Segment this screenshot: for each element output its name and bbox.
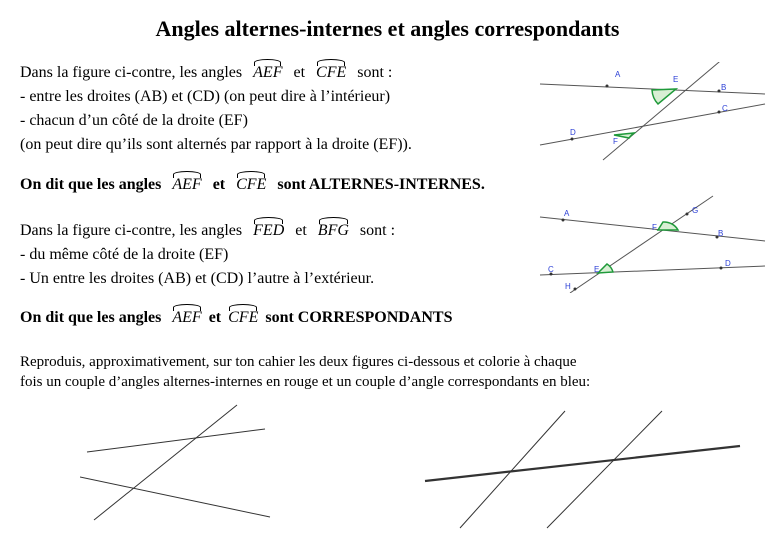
label-f: F [652, 223, 657, 232]
angle-cfe: CFE [236, 175, 266, 195]
label-d: D [725, 259, 731, 268]
exercise-line1: Reproduis, approximativement, sur ton cahier les deux figures ci-dessous et colorie à chaque [20, 354, 577, 370]
angle-aef: AEF [253, 63, 282, 83]
exercise-figure-right [420, 408, 745, 530]
label-h: H [565, 282, 571, 291]
label-e: E [594, 265, 600, 274]
figure-corresponding-angles [535, 193, 770, 293]
intro-prefix: Dans la figure ci-contre, les angles [20, 64, 243, 81]
label-b: B [721, 83, 727, 92]
label-e: E [673, 75, 679, 84]
label-d: D [570, 128, 576, 137]
label-a: A [615, 70, 621, 79]
label-c: C [548, 265, 554, 274]
angle-bfg: BFG [318, 221, 349, 241]
section1-intro [20, 63, 392, 83]
label-c: C [722, 104, 728, 113]
section2-intro: Dans la figure ci-contre, les angles FED et BFG sont : [20, 221, 395, 241]
angle-cfe: CFE [228, 308, 258, 328]
connector: et [293, 64, 306, 81]
angle-fed: FED [253, 221, 284, 241]
label-a: A [564, 209, 570, 218]
angle-aef: AEF [172, 308, 201, 328]
label-f: F [613, 137, 618, 146]
label-b: B [718, 229, 724, 238]
section2-bullet2: - Un entre les droites (AB) et (CD) l’autre à l’extérieur. [20, 270, 375, 287]
section1-bullet3: (on peut dire qu’ils sont alternés par rapport à la droite (EF)). [20, 136, 412, 153]
page-title: Angles alternes-internes et angles correspondants [155, 16, 620, 41]
section2-conclusion: On dit que les angles AEF et CFE sont CORRESPONDANTS [20, 308, 452, 328]
intro-suffix: sont : [357, 64, 393, 81]
section1-bullet2: - chacun d’un côté de la droite (EF) [20, 112, 248, 129]
section2-bullet1: - du même côté de la droite (EF) [20, 246, 229, 263]
angle-cfe: CFE [316, 63, 346, 83]
label-g: G [692, 206, 699, 215]
exercise-figure-left [80, 400, 280, 525]
angle-aef: AEF [172, 175, 201, 195]
figure-alternate-interior-angles [535, 62, 770, 162]
section1-bullet1: - entre les droites (AB) et (CD) (on peut dire à l’intérieur) [20, 88, 391, 105]
section1-conclusion: On dit que les angles AEF et CFE sont ALTERNES-INTERNES. [20, 175, 485, 195]
exercise-line2: fois un couple d’angles alternes-internes en rouge et un couple d’angle correspondants en bleu: [20, 374, 591, 390]
